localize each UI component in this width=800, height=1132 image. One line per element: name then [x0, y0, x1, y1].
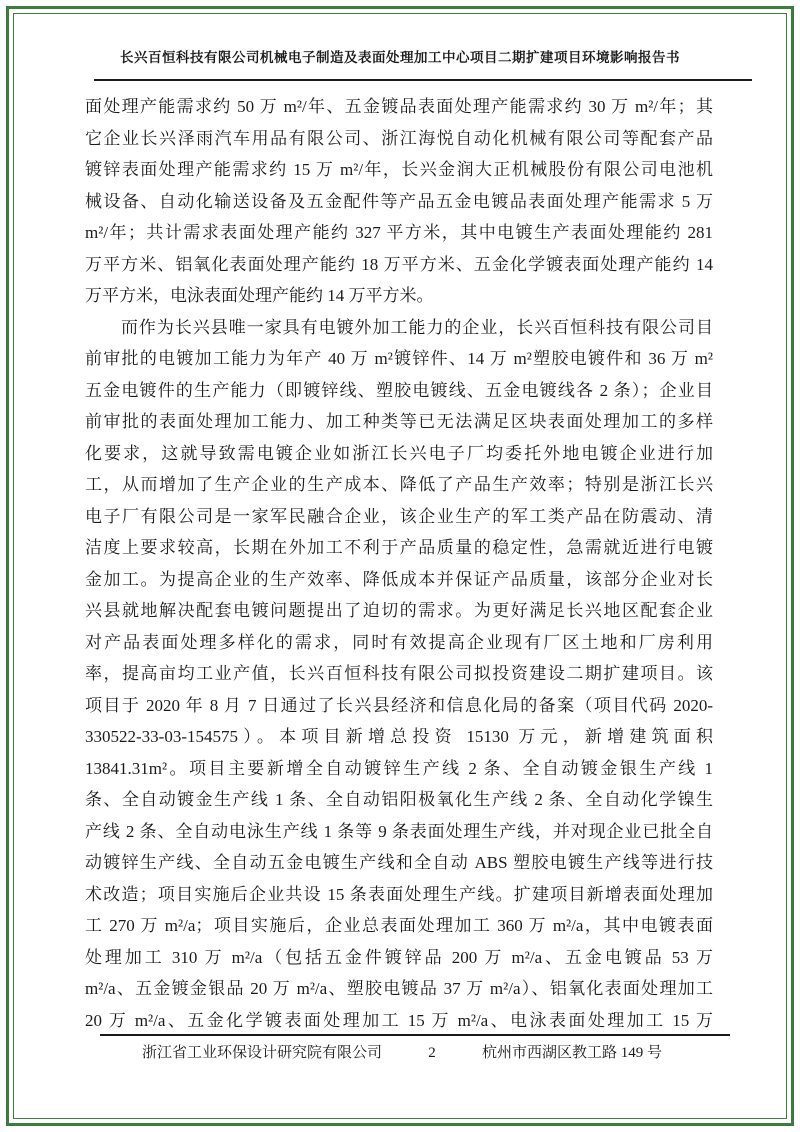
text-line: 项目于 2020 年 8 月 7 日通过了长兴县经济和信息化局的备案（项目代码 2020-	[85, 695, 713, 715]
text-line: 术改造；项目实施后企业共设 15 条表面处理生产线。扩建项目新增表面处理加	[85, 884, 713, 904]
text-line: 产线 2 条、全自动电泳生产线 1 条等 9 条表面处理生产线，并对现企业已批全自	[85, 821, 713, 841]
footer-address: 杭州市西湖区教工路 149 号	[481, 1045, 662, 1061]
text-line: 万平方米、铝氧化表面处理产能约 18 万平方米、五金化学镀表面处理产能约 14	[85, 254, 713, 274]
footer-rule	[100, 1034, 730, 1036]
text-line: 处理加工 310 万 m²/a（包括五金件镀锌品 200 万 m²/a、五金电镀品 53 万	[85, 947, 713, 967]
header-title: 长兴百恒科技有限公司机械电子制造及表面处理加工中心项目二期扩建项目环境影响报告书	[120, 50, 680, 65]
text-line: 洁度上要求较高，长期在外加工不利于产品质量的稳定性，急需就近进行电镀	[85, 538, 713, 557]
text-line: 而作为长兴县唯一家具有电镀外加工能力的企业，长兴百恒科技有限公司目	[85, 317, 713, 337]
text-line: 对产品表面处理多样化的需求，同时有效提高企业现有厂区土地和厂房利用	[85, 632, 713, 652]
text-line: 镀锌表面处理产能需求约 15 万 m²/年，长兴金润大正机械股份有限公司电池机	[85, 160, 713, 179]
text-line: 化要求，这就导致需电镀企业如浙江长兴电子厂均委托外地电镀企业进行加	[85, 443, 713, 463]
text-line: 动镀锌生产线、全自动五金电镀生产线和全自动 ABS 塑胶电镀生产线等进行技	[85, 853, 713, 872]
text-line: 械设备、自动化输送设备及五金配件等产品五金电镀品表面处理产能需求 5 万	[85, 191, 713, 211]
text-line: 金加工。为提高企业的生产效率、降低成本并保证产品质量，该部分企业对长	[85, 569, 713, 589]
text-line: 20 万 m²/a、五金化学镀表面处理加工 15 万 m²/a、电泳表面处理加工 15 万	[85, 1010, 713, 1030]
body-text	[85, 91, 713, 1036]
text-line: 330522-33-03-154575）。本项目新增总投资 15130 万元，新增建筑面积	[85, 727, 713, 746]
text-line: m²/a、五金镀金银品 20 万 m²/a、塑胶电镀品 37 万 m²/a）、铝氧化表面处理加工	[85, 979, 713, 998]
footer-company: 浙江省工业环保设计研究院有限公司	[142, 1045, 383, 1061]
text-line: 前审批的表面处理加工能力、加工种类等已无法满足区块表面处理加工的多样	[85, 412, 713, 431]
text-line: m²/年；共计需求表面处理产能约 327 平方米，其中电镀生产表面处理能约 281	[85, 223, 713, 242]
text-line: 工，从而增加了生产企业的生产成本、降低了产品生产效率；特别是浙江长兴	[85, 475, 713, 494]
page-footer	[100, 1041, 730, 1065]
text-line: 前审批的电镀加工能力为年产 40 万 m²镀锌件、14 万 m²塑胶电镀件和 36 万 m²	[85, 349, 713, 368]
text-line: 工 270 万 m²/a；项目实施后，企业总表面处理加工 360 万 m²/a，其中电镀表面	[85, 916, 713, 935]
text-line: 万平方米，电泳表面处理产能约 14 万平方米。	[85, 286, 434, 305]
footer-page-number: 2	[428, 1045, 436, 1061]
text-line: 条、全自动镀金生产线 1 条、全自动铝阳极氧化生产线 2 条、全自动化学镍生	[85, 790, 713, 809]
text-line: 它企业长兴泽雨汽车用品有限公司、浙江海悦自动化机械有限公司等配套产品	[85, 128, 713, 148]
text-line: 电子厂有限公司是一家军民融合企业，该企业生产的军工类产品在防震动、清	[85, 506, 713, 526]
text-line: 面处理产能需求约 50 万 m²/年、五金镀品表面处理产能需求约 30 万 m²/年；其	[85, 97, 713, 116]
text-line: 五金电镀件的生产能力（即镀锌线、塑胶电镀线、五金电镀线各 2 条）；企业目	[85, 380, 713, 400]
text-line: 率，提高亩均工业产值，长兴百恒科技有限公司拟投资建设二期扩建项目。该	[85, 664, 713, 683]
text-line: 13841.31m²。项目主要新增全自动镀锌生产线 2 条、全自动镀金银生产线 1	[85, 758, 713, 778]
header-rule	[94, 79, 752, 81]
text-line: 兴县就地解决配套电镀问题提出了迫切的需求。为更好满足长兴地区配套企业	[85, 601, 713, 620]
